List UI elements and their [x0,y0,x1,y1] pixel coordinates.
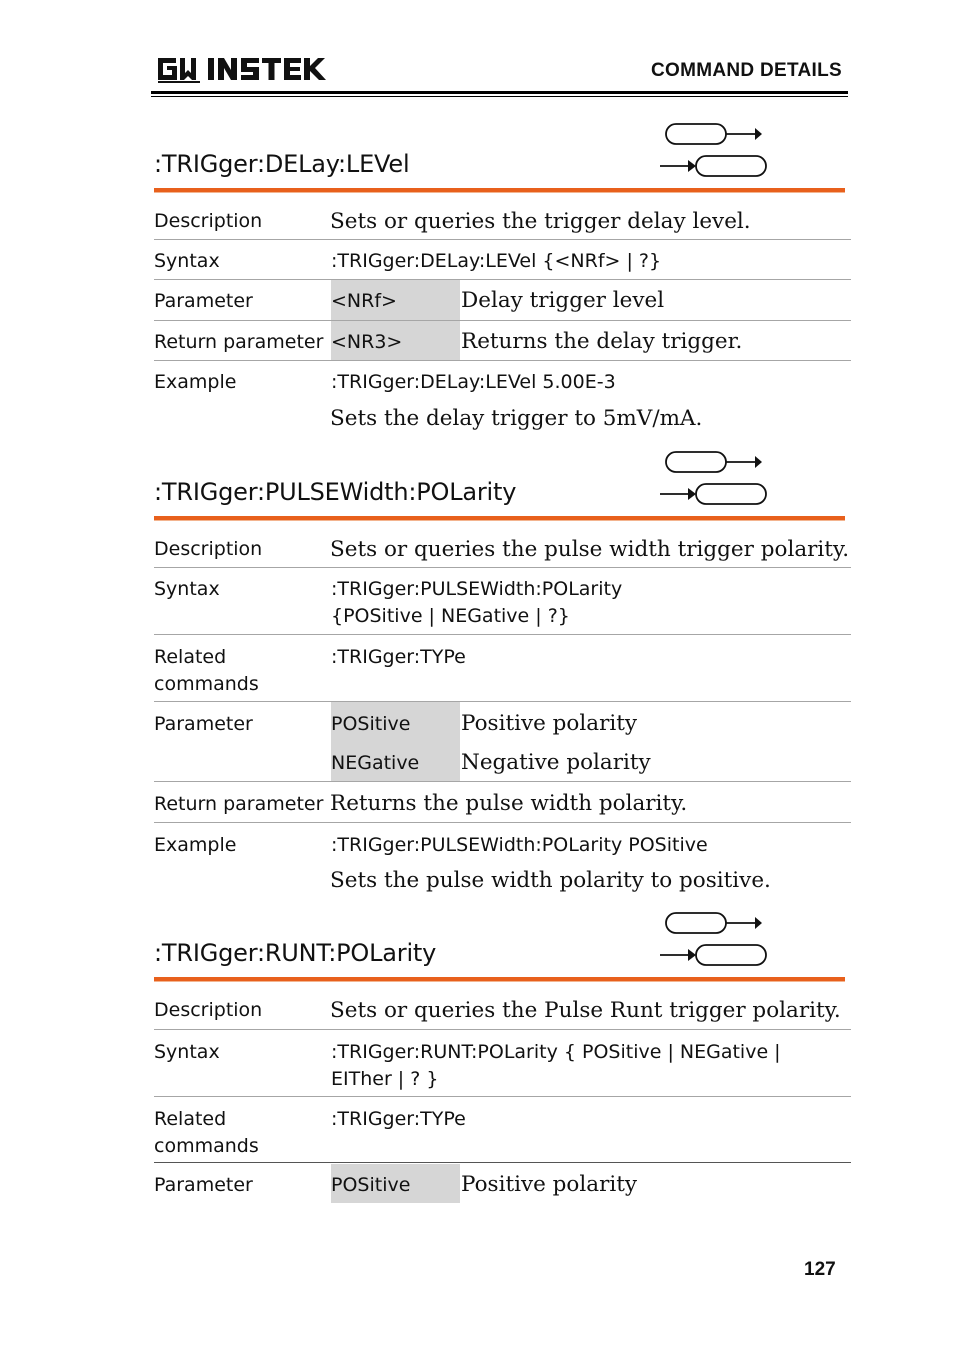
syntax-row [154,568,851,635]
row-label: Description [154,210,263,232]
row-label: Syntax [154,1041,220,1063]
row-value: Sets or queries the Pulse Runt trigger polarity. [330,998,841,1023]
row-label: Related [154,646,227,668]
section-rule [154,516,845,520]
command-section-runt-polarity [154,907,851,1207]
section-rule [154,977,845,981]
param-key: <NR3> [331,331,403,353]
parameter-row [154,702,851,782]
row-label: Related [154,1108,227,1130]
example-command: :TRIGger:DELay:LEVel 5.00E-3 [331,371,616,393]
row-label: Parameter [154,713,253,735]
chapter-title: COMMAND DETAILS [651,60,842,81]
row-label: commands [154,1135,259,1157]
header-rule-thin [151,96,848,97]
example-row [154,361,851,436]
row-value: Returns the pulse width polarity. [330,791,688,816]
related-row [154,1097,851,1163]
param-key: POSitive [331,1174,411,1196]
description-row [154,206,851,240]
row-value: Sets or queries the pulse width trigger polarity. [330,537,850,562]
param-desc: Negative polarity [461,750,651,775]
param-key: <NRf> [331,290,397,312]
row-label: Return parameter [154,793,324,815]
param-desc: Delay trigger level [461,288,665,313]
command-title: :TRIGger:PULSEWidth:POLarity [154,478,517,506]
param-desc: Returns the delay trigger. [461,329,743,354]
row-label: Syntax [154,578,220,600]
command-title: :TRIGger:RUNT:POLarity [154,939,437,967]
parameter-row [154,1164,851,1203]
example-command: :TRIGger:PULSEWidth:POLarity POSitive [331,834,708,856]
syntax-row [154,1030,851,1097]
row-label: Return parameter [154,331,324,353]
description-row [154,534,851,568]
example-description: Sets the pulse width polarity to positive. [330,868,771,893]
row-label: Description [154,999,263,1021]
set-query-icon [660,122,768,178]
related-row [154,635,851,702]
set-query-icon [660,911,768,967]
row-label: commands [154,673,259,695]
gw-instek-logo [156,54,326,84]
row-label: Description [154,538,263,560]
row-label: Example [154,834,237,856]
syntax-line: :TRIGger:PULSEWidth:POLarity [331,578,623,600]
return-row [154,782,851,823]
row-label: Parameter [154,1174,253,1196]
row-value: :TRIGger:TYPe [331,1108,466,1130]
param-key: POSitive [331,713,411,735]
row-value: :TRIGger:DELay:LEVel {<NRf> | ?} [331,250,662,272]
syntax-row [154,240,851,280]
row-value: Sets or queries the trigger delay level. [330,209,751,234]
example-description: Sets the delay trigger to 5mV/mA. [330,406,703,431]
param-desc: Positive polarity [461,711,638,736]
header-rule [151,91,848,94]
param-desc: Positive polarity [461,1172,638,1197]
syntax-line: EITher | ? } [331,1068,439,1090]
syntax-line: :TRIGger:RUNT:POLarity { POSitive | NEGative | [331,1041,781,1063]
row-value: :TRIGger:TYPe [331,646,466,668]
page-number: 127 [804,1259,836,1280]
row-label: Parameter [154,290,253,312]
description-row [154,995,851,1030]
command-title: :TRIGger:DELay:LEVel [154,150,410,178]
syntax-line: {POSitive | NEGative | ?} [331,605,570,627]
row-label: Example [154,371,237,393]
set-query-icon [660,450,768,506]
section-rule [154,188,845,192]
parameter-row [154,280,851,321]
row-label: Syntax [154,250,220,272]
command-section-pulsewidth-polarity [154,446,851,904]
command-section-delay-level [154,118,851,438]
example-row [154,823,851,898]
return-row [154,321,851,361]
param-key: NEGative [331,752,420,774]
